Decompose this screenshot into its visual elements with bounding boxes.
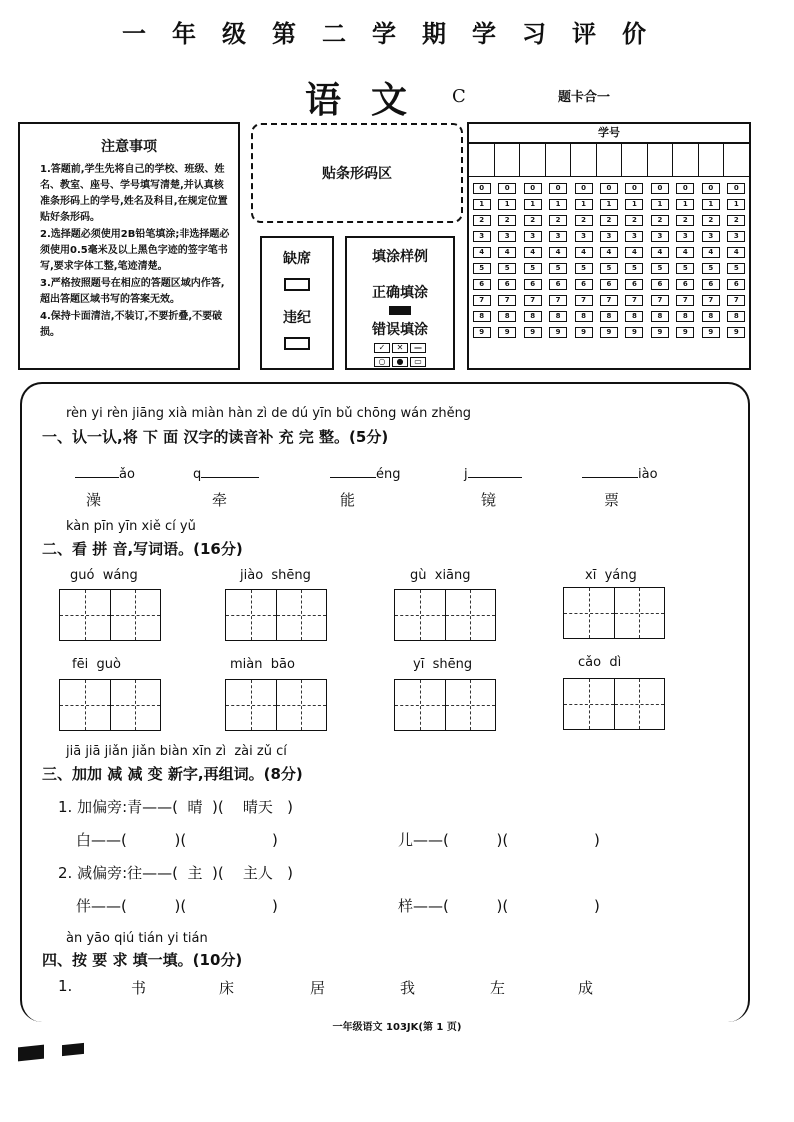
- id-digit-bubble[interactable]: 2: [473, 215, 491, 226]
- id-digit-column: [673, 181, 698, 341]
- id-digit-bubble[interactable]: 4: [625, 247, 643, 258]
- id-digit-bubble[interactable]: 3: [651, 231, 669, 242]
- pinyin-fragment: ǎo: [119, 467, 135, 482]
- wrong-mark: ✓: [374, 343, 390, 353]
- tianzige-box[interactable]: [394, 589, 496, 641]
- id-digit-bubble[interactable]: 7: [473, 295, 491, 306]
- id-digit-bubble[interactable]: 9: [727, 327, 745, 338]
- id-digit-bubble[interactable]: 7: [549, 295, 567, 306]
- id-digit-bubble[interactable]: 1: [727, 199, 745, 210]
- q1-item: [193, 463, 259, 482]
- id-write-cell[interactable]: [724, 144, 749, 176]
- q3-answer-line[interactable]: 白——( )( ): [76, 831, 278, 849]
- absent-bubble[interactable]: [284, 278, 310, 291]
- id-digit-bubble[interactable]: 0: [651, 183, 669, 194]
- correct-fill-mark: [389, 306, 411, 315]
- id-digit-bubble[interactable]: 9: [575, 327, 593, 338]
- notice-title: 注意事项: [101, 139, 157, 155]
- id-write-cell[interactable]: [520, 144, 546, 176]
- id-digit-bubble[interactable]: 1: [575, 199, 593, 210]
- id-digit-bubble[interactable]: 9: [625, 327, 643, 338]
- id-digit-bubble[interactable]: 6: [727, 279, 745, 290]
- id-digit-bubble[interactable]: 2: [727, 215, 745, 226]
- q1-char: 能: [340, 491, 356, 509]
- tianzige-box[interactable]: [225, 679, 327, 731]
- id-digit-bubble[interactable]: 6: [600, 279, 618, 290]
- student-id-grid: [467, 122, 751, 370]
- pinyin-fragment: j: [464, 467, 468, 482]
- id-digit-bubble[interactable]: 1: [651, 199, 669, 210]
- id-digit-column: [724, 181, 749, 341]
- id-digit-bubble[interactable]: 8: [549, 311, 567, 322]
- id-write-cell[interactable]: [546, 144, 572, 176]
- id-digit-bubble[interactable]: 1: [524, 199, 542, 210]
- id-digit-column: [469, 181, 494, 341]
- id-digit-bubble[interactable]: 8: [676, 311, 694, 322]
- id-digit-bubble[interactable]: 0: [600, 183, 618, 194]
- q4-number: 1.: [58, 977, 73, 995]
- id-digit-bubble[interactable]: 3: [625, 231, 643, 242]
- id-digit-bubble[interactable]: 3: [498, 231, 516, 242]
- q4-title: 四、按 要 求 填一填。(10分): [42, 951, 243, 969]
- absent-label: 缺席: [283, 251, 311, 267]
- wrong-mark: ▭: [410, 357, 426, 367]
- id-write-cell[interactable]: [571, 144, 597, 176]
- id-digit-bubble[interactable]: 9: [498, 327, 516, 338]
- id-digit-bubble[interactable]: 9: [600, 327, 618, 338]
- q2-word-pinyin: miàn bāo: [230, 657, 295, 672]
- id-digit-bubble[interactable]: 0: [549, 183, 567, 194]
- version-label: C: [452, 86, 466, 107]
- wrong-fill-marks: [347, 357, 453, 367]
- id-digit-bubble[interactable]: 1: [498, 199, 516, 210]
- q4-char: 左: [490, 979, 506, 997]
- notice-item: 3.严格按照题号在相应的答题区域内作答,超出答题区域书写的答案无效。: [40, 278, 225, 305]
- id-digit-bubble[interactable]: 6: [676, 279, 694, 290]
- id-digit-bubble[interactable]: 2: [549, 215, 567, 226]
- q1-item: [464, 463, 522, 482]
- id-digit-bubble[interactable]: 3: [676, 231, 694, 242]
- id-digit-bubble[interactable]: 7: [625, 295, 643, 306]
- q4-char: 床: [219, 979, 235, 997]
- id-digit-column: [545, 181, 570, 341]
- tianzige-box[interactable]: [59, 679, 161, 731]
- id-write-cell[interactable]: [699, 144, 725, 176]
- q2-word-pinyin: fēi guò: [72, 657, 121, 672]
- tianzige-box[interactable]: [59, 589, 161, 641]
- pinyin-fragment: éng: [376, 467, 401, 482]
- id-digit-bubble[interactable]: 1: [473, 199, 491, 210]
- q1-item: [582, 463, 658, 482]
- notice-item: 2.选择题必须使用2B铅笔填涂;非选择题必须使用0.5毫米及以上黑色字迹的签字笔书写,要求字体工整,笔迹清楚。: [40, 229, 230, 272]
- wrong-mark: ○: [374, 357, 390, 367]
- id-digit-bubble[interactable]: 9: [651, 327, 669, 338]
- id-digit-bubble[interactable]: 0: [575, 183, 593, 194]
- id-digit-bubble[interactable]: 9: [702, 327, 720, 338]
- wrong-mark: ●: [392, 357, 408, 367]
- id-digit-bubble[interactable]: 6: [549, 279, 567, 290]
- id-digit-bubble[interactable]: 7: [651, 295, 669, 306]
- id-digit-bubble[interactable]: 4: [600, 247, 618, 258]
- id-digit-bubble[interactable]: 1: [676, 199, 694, 210]
- q3-title: 三、加加 减 减 变 新字,再组词。(8分): [42, 765, 303, 783]
- id-digit-bubble[interactable]: 5: [651, 263, 669, 274]
- id-digit-bubble[interactable]: 3: [549, 231, 567, 242]
- id-digit-bubble[interactable]: 2: [524, 215, 542, 226]
- id-digit-bubble[interactable]: 1: [600, 199, 618, 210]
- id-digit-bubble[interactable]: 4: [676, 247, 694, 258]
- id-digit-bubble[interactable]: 5: [473, 263, 491, 274]
- wrong-mark: ✕: [392, 343, 408, 353]
- q2-word-pinyin: cǎo dì: [578, 655, 622, 670]
- id-digit-bubble[interactable]: 5: [575, 263, 593, 274]
- q4-char: 居: [310, 979, 326, 997]
- fill-example-title: 填涂样例: [372, 249, 428, 265]
- alignment-mark: [18, 1045, 44, 1062]
- violation-label: 违纪: [283, 310, 311, 326]
- q2-word-pinyin: guó wáng: [70, 568, 138, 583]
- correct-fill-label: 正确填涂: [372, 285, 428, 301]
- q3-pinyin: jiā jiā jiǎn jiǎn biàn xīn zì zài zǔ cí: [66, 744, 287, 759]
- id-digit-bubble[interactable]: 2: [575, 215, 593, 226]
- q2-word-pinyin: yī shēng: [413, 657, 473, 672]
- q4-pinyin: àn yāo qiú tián yi tián: [66, 931, 208, 946]
- tianzige-box[interactable]: [225, 589, 327, 641]
- id-digit-bubble[interactable]: 4: [524, 247, 542, 258]
- notice-item: 1.答题前,学生先将自己的学校、班级、姓名、教室、座号、学号填写清楚,并认真核准条形码上的学号,姓名及科目,在规定位置贴好条形码。: [40, 164, 228, 223]
- q1-title: 一、认一认,将 下 面 汉字的读音补 充 完 整。(5分): [42, 428, 389, 446]
- id-digit-bubble[interactable]: 7: [727, 295, 745, 306]
- id-digit-column: [571, 181, 596, 341]
- q1-char: 镜: [481, 491, 497, 509]
- id-digit-bubble[interactable]: 0: [676, 183, 694, 194]
- card-type-label: 题卡合一: [558, 90, 611, 105]
- id-digit-bubble[interactable]: 0: [473, 183, 491, 194]
- id-digit-bubble[interactable]: 0: [625, 183, 643, 194]
- id-digit-bubble[interactable]: 8: [473, 311, 491, 322]
- notice-item: 4.保持卡面清洁,不装订,不要折叠,不要破损。: [40, 311, 223, 338]
- q2-word-pinyin: gù xiāng: [410, 568, 471, 583]
- id-digit-bubble[interactable]: 7: [676, 295, 694, 306]
- id-digit-bubble[interactable]: 6: [524, 279, 542, 290]
- id-digit-bubble[interactable]: 9: [676, 327, 694, 338]
- id-digit-bubble[interactable]: 9: [549, 327, 567, 338]
- wrong-fill-marks: [347, 343, 453, 353]
- tianzige-box[interactable]: [563, 678, 665, 730]
- id-digit-bubble[interactable]: 7: [600, 295, 618, 306]
- q3-answer-line[interactable]: 样——( )( ): [398, 897, 600, 915]
- id-digit-bubble[interactable]: 4: [498, 247, 516, 258]
- id-digit-bubble[interactable]: 7: [524, 295, 542, 306]
- id-digit-bubble[interactable]: 6: [625, 279, 643, 290]
- id-digit-bubble[interactable]: 3: [575, 231, 593, 242]
- answer-blank[interactable]: [75, 463, 119, 478]
- id-digit-column: [622, 181, 647, 341]
- q2-title: 二、看 拼 音,写词语。(16分): [42, 540, 243, 558]
- id-digit-bubble[interactable]: 4: [549, 247, 567, 258]
- id-digit-bubble[interactable]: 4: [727, 247, 745, 258]
- id-digit-bubble[interactable]: 8: [575, 311, 593, 322]
- tianzige-box[interactable]: [563, 587, 665, 639]
- q4-char: 我: [400, 979, 416, 997]
- id-digit-bubble[interactable]: 8: [651, 311, 669, 322]
- barcode-area[interactable]: [251, 123, 463, 223]
- id-write-cell[interactable]: [469, 144, 495, 176]
- id-digit-bubble[interactable]: 4: [575, 247, 593, 258]
- q1-char: 牵: [212, 491, 228, 509]
- q4-char: 成: [578, 979, 594, 997]
- pinyin-fragment: q: [193, 467, 202, 482]
- id-digit-column: [520, 181, 545, 341]
- id-write-cell[interactable]: [648, 144, 674, 176]
- exam-title: 一年级第二学期学习评价: [122, 19, 672, 48]
- id-digit-bubble[interactable]: 0: [702, 183, 720, 194]
- id-digit-column: [494, 181, 519, 341]
- q1-item: [330, 463, 401, 482]
- id-digit-bubble[interactable]: 8: [727, 311, 745, 322]
- id-digit-bubble[interactable]: 8: [625, 311, 643, 322]
- wrong-mark: —: [410, 343, 426, 353]
- id-digit-bubble[interactable]: 5: [549, 263, 567, 274]
- id-digit-bubble[interactable]: 1: [549, 199, 567, 210]
- id-write-cell[interactable]: [597, 144, 623, 176]
- id-digit-column: [698, 181, 723, 341]
- id-digit-bubble[interactable]: 9: [473, 327, 491, 338]
- id-digit-bubble[interactable]: 3: [524, 231, 542, 242]
- id-digit-bubble[interactable]: 8: [702, 311, 720, 322]
- id-digit-bubble[interactable]: 2: [702, 215, 720, 226]
- student-id-label: 学号: [469, 124, 749, 144]
- q3-example-1: 1. 加偏旁:青——( 晴 )( 晴天 ): [58, 798, 293, 816]
- answer-blank[interactable]: [468, 463, 522, 478]
- id-digit-bubble[interactable]: 5: [702, 263, 720, 274]
- id-digit-bubble[interactable]: 6: [498, 279, 516, 290]
- violation-bubble[interactable]: [284, 337, 310, 350]
- id-digit-bubble[interactable]: 2: [625, 215, 643, 226]
- id-digit-bubble[interactable]: 5: [498, 263, 516, 274]
- q2-word-pinyin: jiào shēng: [240, 568, 311, 583]
- answer-blank[interactable]: [201, 463, 259, 478]
- id-digit-bubble[interactable]: 6: [473, 279, 491, 290]
- id-write-cell[interactable]: [495, 144, 521, 176]
- id-digit-bubble[interactable]: 5: [600, 263, 618, 274]
- id-digit-bubble[interactable]: 1: [702, 199, 720, 210]
- id-digit-bubble[interactable]: 2: [676, 215, 694, 226]
- id-digit-bubble[interactable]: 8: [524, 311, 542, 322]
- id-digit-bubble[interactable]: 9: [524, 327, 542, 338]
- id-digit-bubble[interactable]: 7: [498, 295, 516, 306]
- id-digit-bubble[interactable]: 0: [498, 183, 516, 194]
- id-digit-bubble[interactable]: 0: [524, 183, 542, 194]
- id-digit-bubble[interactable]: 3: [702, 231, 720, 242]
- q3-example-2: 2. 减偏旁:往——( 主 )( 主人 ): [58, 864, 293, 882]
- student-id-bubbles: [469, 177, 749, 341]
- q2-pinyin: kàn pīn yīn xiě cí yǔ: [66, 519, 196, 534]
- id-digit-bubble[interactable]: 2: [600, 215, 618, 226]
- id-digit-bubble[interactable]: 5: [524, 263, 542, 274]
- id-digit-bubble[interactable]: 7: [702, 295, 720, 306]
- pinyin-fragment: iào: [638, 467, 658, 482]
- id-digit-bubble[interactable]: 4: [651, 247, 669, 258]
- page-footer: 一年级语文 103JK(第 1 页): [332, 1022, 462, 1033]
- id-digit-bubble[interactable]: 7: [575, 295, 593, 306]
- answer-blank[interactable]: [582, 463, 638, 478]
- student-id-write-row: [469, 144, 749, 177]
- id-digit-bubble[interactable]: 6: [575, 279, 593, 290]
- id-digit-bubble[interactable]: 6: [651, 279, 669, 290]
- barcode-label: 贴条形码区: [322, 166, 392, 182]
- fill-example-box: [345, 236, 455, 370]
- id-digit-bubble[interactable]: 3: [473, 231, 491, 242]
- subject-title: 语文: [305, 79, 438, 121]
- id-digit-bubble[interactable]: 6: [702, 279, 720, 290]
- id-digit-bubble[interactable]: 1: [625, 199, 643, 210]
- notice-box: [18, 122, 240, 370]
- id-write-cell[interactable]: [673, 144, 699, 176]
- id-digit-bubble[interactable]: 8: [600, 311, 618, 322]
- q1-item: [75, 463, 135, 482]
- tianzige-box[interactable]: [394, 679, 496, 731]
- q1-char: 澡: [86, 491, 102, 509]
- alignment-mark: [62, 1043, 84, 1056]
- id-digit-column: [596, 181, 621, 341]
- id-digit-bubble[interactable]: 2: [498, 215, 516, 226]
- id-digit-bubble[interactable]: 5: [625, 263, 643, 274]
- id-digit-column: [647, 181, 672, 341]
- id-digit-bubble[interactable]: 3: [600, 231, 618, 242]
- q3-answer-line[interactable]: 伴——( )( ): [76, 897, 278, 915]
- q1-pinyin: rèn yi rèn jiāng xià miàn hàn zì de dú yīn bǔ chōng wán zhěng: [66, 406, 472, 421]
- q3-answer-line[interactable]: 儿——( )( ): [398, 831, 600, 849]
- answer-blank[interactable]: [330, 463, 376, 478]
- id-digit-bubble[interactable]: 4: [473, 247, 491, 258]
- absent-box: [260, 236, 334, 370]
- id-digit-bubble[interactable]: 4: [702, 247, 720, 258]
- id-digit-bubble[interactable]: 3: [727, 231, 745, 242]
- id-digit-bubble[interactable]: 0: [727, 183, 745, 194]
- id-digit-bubble[interactable]: 2: [651, 215, 669, 226]
- id-digit-bubble[interactable]: 5: [676, 263, 694, 274]
- id-write-cell[interactable]: [622, 144, 648, 176]
- q1-char: 票: [604, 491, 620, 509]
- q4-char: 书: [131, 979, 147, 997]
- wrong-fill-label: 错误填涂: [372, 322, 428, 338]
- id-digit-bubble[interactable]: 5: [727, 263, 745, 274]
- id-digit-bubble[interactable]: 8: [498, 311, 516, 322]
- q2-word-pinyin: xī yáng: [585, 568, 637, 583]
